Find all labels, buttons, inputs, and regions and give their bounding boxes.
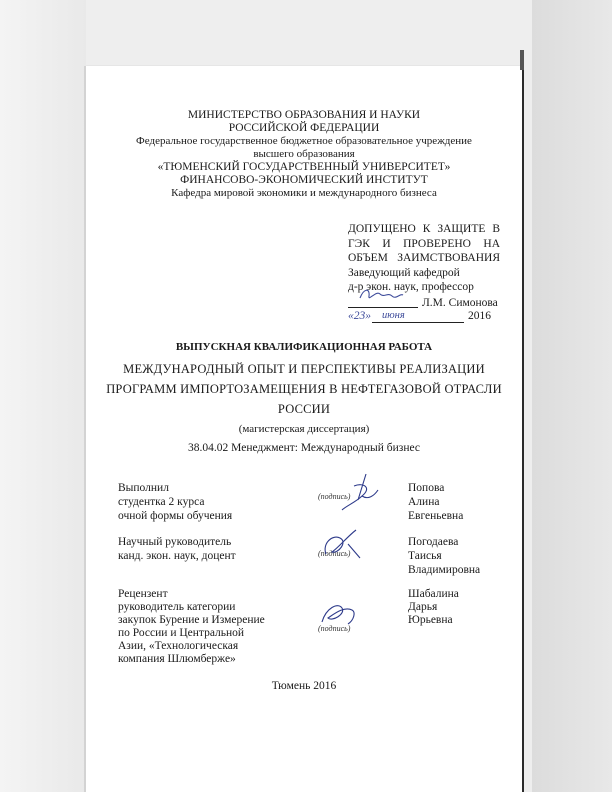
reviewer-role-6: компания Шлюмберже» [118, 653, 236, 665]
topic-line-2: ПРОГРАММ ИМПОРТОЗАМЕЩЕНИЯ В НЕФТЕГАЗОВОЙ ОТРАСЛИ [106, 382, 502, 396]
institution-line-2: высшего образования [253, 148, 355, 160]
head-signature-scribble [356, 284, 406, 306]
head-title: Заведующий кафедрой [348, 266, 460, 279]
student-role-3: очной формы обучения [118, 510, 233, 522]
supervisor-role-2: канд. экон. наук, доцент [118, 550, 236, 562]
university-name: «ТЮМЕНСКИЙ ГОСУДАРСТВЕННЫЙ УНИВЕРСИТЕТ» [157, 161, 451, 173]
scan-left-margin [0, 0, 86, 792]
page-corner-mark [520, 50, 524, 70]
student-first-name: Алина [408, 496, 440, 508]
approval-date-year: 2016 [468, 310, 491, 322]
reviewer-sign-label: (подпись) [318, 624, 351, 633]
student-surname: Попова [408, 482, 445, 494]
reviewer-signature-scribble [316, 596, 362, 634]
supervisor-role-1: Научный руководитель [118, 536, 232, 548]
ministry-line-1: МИНИСТЕРСТВО ОБРАЗОВАНИЯ И НАУКИ [187, 109, 421, 121]
reviewer-patronymic: Юрьевна [408, 614, 453, 626]
approval-line-1: ДОПУЩЕНО К ЗАЩИТЕ В [348, 223, 500, 235]
head-name: Л.М. Симонова [422, 297, 498, 309]
student-sign-label: (подпись) [318, 492, 351, 501]
reviewer-role-2: руководитель категории [118, 601, 236, 613]
reviewer-surname: Шабалина [408, 588, 459, 600]
supervisor-first-name: Таисья [408, 550, 442, 562]
institute-name: ФИНАНСОВО-ЭКОНОМИЧЕСКИЙ ИНСТИТУТ [180, 174, 428, 186]
approval-line-3: ОБЪЕМ ЗАИМСТВОВАНИЯ [348, 252, 500, 264]
work-type-title: ВЫПУСКНАЯ КВАЛИФИКАЦИОННАЯ РАБОТА [175, 341, 433, 353]
dissertation-subtitle: (магистерская диссертация) [238, 423, 370, 435]
city-year: Тюмень 2016 [271, 680, 337, 692]
approval-line-2: ГЭК И ПРОВЕРЕНО НА [348, 237, 500, 250]
department-name: Кафедра мировой экономики и международного бизнеса [171, 187, 437, 199]
scan-right-margin [532, 0, 612, 792]
specialty-code: 38.04.02 Менеджмент: Международный бизнес [188, 442, 420, 454]
reviewer-first-name: Дарья [408, 601, 438, 613]
reviewer-role-4: по России и Центральной [118, 627, 245, 639]
topic-line-1: МЕЖДУНАРОДНЫЙ ОПЫТ И ПЕРСПЕКТИВЫ РЕАЛИЗАЦИИ [123, 362, 485, 376]
supervisor-surname: Погодаева [408, 536, 459, 548]
supervisor-sign-label: (подпись) [318, 549, 351, 558]
supervisor-signature-scribble [318, 524, 368, 566]
approval-date-month: июня [382, 310, 405, 321]
student-signature-scribble [336, 470, 386, 518]
institution-line-1: Федеральное государственное бюджетное образовательное учреждение [136, 135, 472, 147]
student-patronymic: Евгеньевна [408, 510, 464, 522]
page-right-edge [522, 66, 524, 792]
head-degree: д-р экон. наук, профессор [348, 281, 474, 293]
reviewer-role-3: закупок Бурение и Измерение [118, 614, 265, 626]
supervisor-patronymic: Владимировна [408, 564, 481, 576]
ministry-line-2: РОССИЙСКОЙ ФЕДЕРАЦИИ [228, 122, 380, 134]
student-role-2: студентка 2 курса [118, 496, 205, 508]
topic-line-3: РОССИИ [277, 402, 331, 416]
approval-date-day: «23» [348, 310, 371, 322]
reviewer-role-5: Азии, «Технологическая [118, 640, 239, 652]
student-role-1: Выполнил [118, 482, 169, 494]
reviewer-role-1: Рецензент [118, 588, 168, 600]
